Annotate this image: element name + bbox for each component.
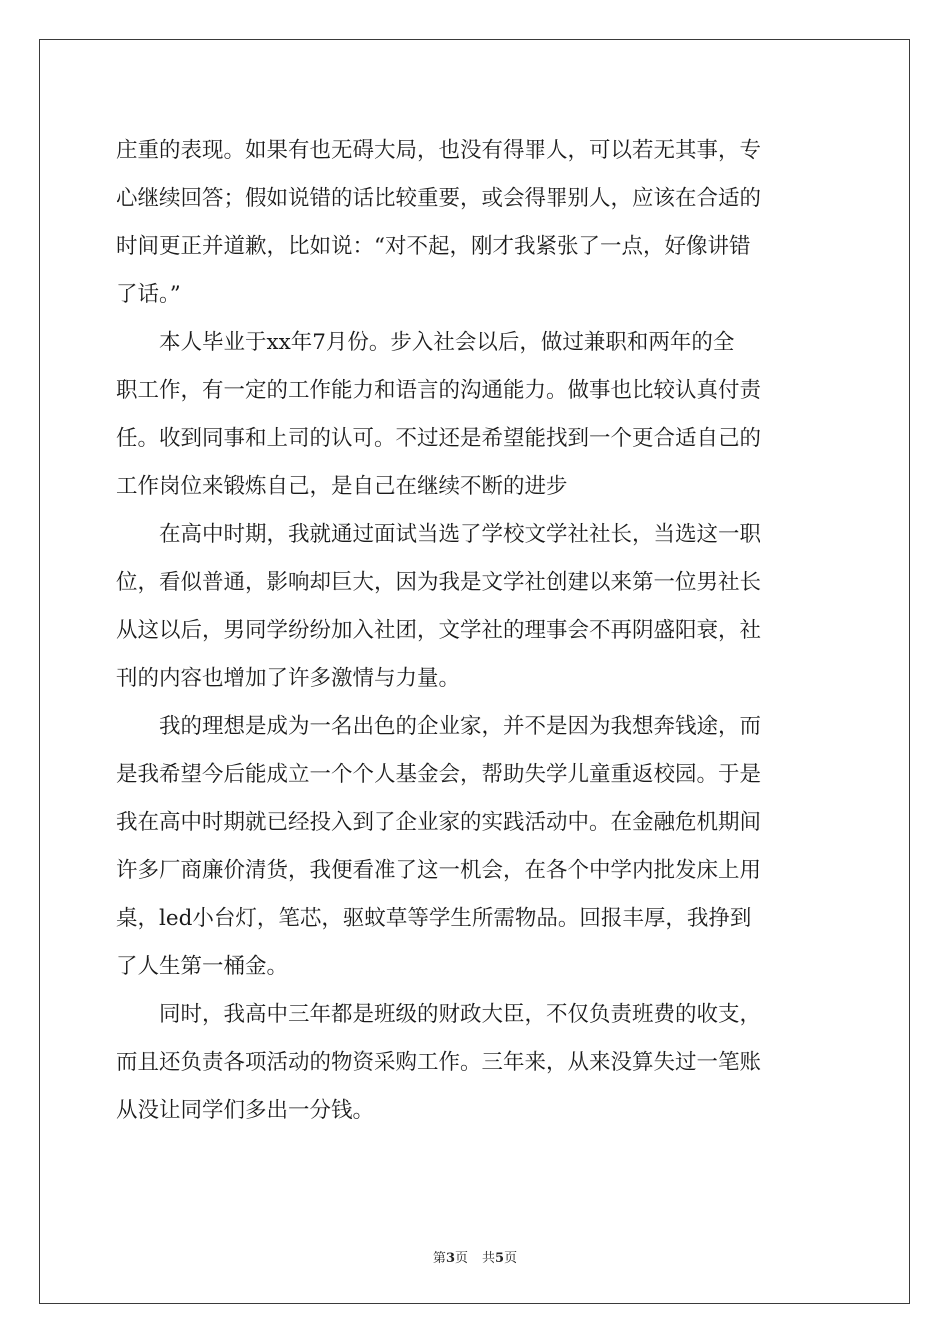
text-line: 任。收到同事和上司的认可。不过还是希望能找到一个更合适自己的 [116,426,762,451]
text-line: 庄重的表现。如果有也无碍大局，也没有得罪人，可以若无其事，专 [116,138,762,163]
text-line: 心继续回答；假如说错的话比较重要，或会得罪别人，应该在合适的 [116,186,762,211]
total-suffix: 页 [504,1251,518,1266]
text-line: 职工作，有一定的工作能力和语言的沟通能力。做事也比较认真付责 [116,378,762,403]
text-line: 从没让同学们多出一分钱。 [116,1098,375,1123]
text-line: 许多厂商廉价清货，我便看准了这一机会，在各个中学内批发床上用 [116,858,762,883]
text-line: 桌，led小台灯，笔芯，驱蚊草等学生所需物品。回报丰厚，我挣到 [116,906,752,931]
text-line: 本人毕业于xx年7月份。步入社会以后，做过兼职和两年的全 [116,330,735,355]
page-prefix: 第 [432,1251,446,1266]
text-line: 我的理想是成为一名出色的企业家，并不是因为我想奔钱途，而 [116,714,762,739]
total-page-number: 5 [495,1251,505,1266]
text-line: 而且还负责各项活动的物资采购工作。三年来，从来没算失过一笔账 [116,1050,762,1075]
total-prefix: 共 [482,1251,496,1266]
text-line: 是我希望今后能成立一个个人基金会，帮助失学儿童重返校园。于是 [116,762,762,787]
page-footer [0,1247,950,1266]
document-body [116,127,834,1135]
text-line: 在高中时期，我就通过面试当选了学校文学社社长，当选这一职 [116,522,762,547]
text-line: 了话。” [116,282,181,307]
text-line: 我在高中时期就已经投入到了企业家的实践活动中。在金融危机期间 [116,810,762,835]
current-page-number: 3 [445,1251,455,1266]
text-line: 位，看似普通，影响却巨大，因为我是文学社创建以来第一位男社长 [116,570,762,595]
page-suffix: 页 [454,1251,468,1266]
text-line: 了人生第一桶金。 [116,954,289,979]
text-line: 时间更正并道歉，比如说：“对不起，刚才我紧张了一点，好像讲错 [116,234,751,259]
text-line: 刊的内容也增加了许多激情与力量。 [116,666,461,691]
text-line: 从这以后，男同学纷纷加入社团，文学社的理事会不再阴盛阳衰，社 [116,618,762,643]
text-line: 同时，我高中三年都是班级的财政大臣，不仅负责班费的收支， [116,1002,762,1027]
text-line: 工作岗位来锻炼自己，是自己在继续不断的进步 [116,474,568,499]
